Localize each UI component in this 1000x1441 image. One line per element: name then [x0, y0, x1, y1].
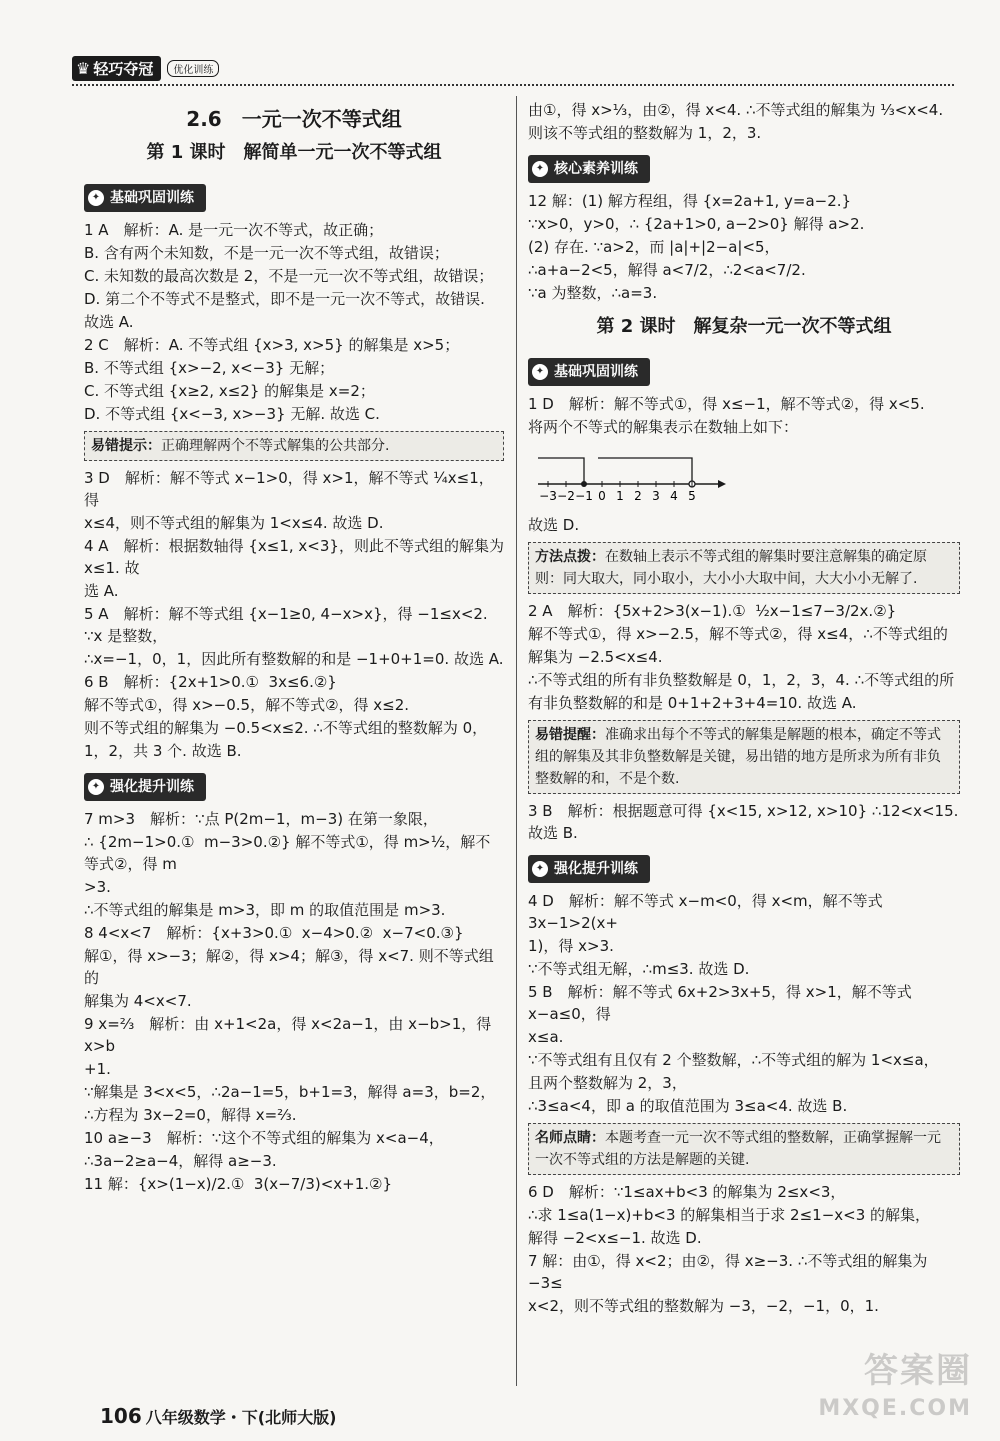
answer-line: 5 A 解析：解不等式组 {x−1≥0, 4−x>x}，得 −1≤x<2. ∵x 是整数， — [84, 605, 493, 645]
answers-block-9 — [528, 800, 964, 844]
number-line-label: 5 — [688, 489, 696, 502]
advanced-training-badge: ✦ 强化提升训练 — [84, 773, 206, 801]
answer-line: ∵a 为整数，∴a=3. — [528, 284, 658, 302]
answer-line: 解不等式①，得 x>−0.5，解不等式②，得 x≤2. — [84, 696, 410, 714]
answer-line: C. 未知数的最高次数是 2，不是一元一次不等式组，故错误； — [84, 267, 494, 285]
answers-block-5 — [528, 190, 960, 304]
right-column — [528, 98, 964, 1318]
tip-box — [528, 1123, 960, 1175]
answer-line: 7 解：由①，得 x<2；由②，得 x≥−3. ∴不等式组的解集为 −3≤ — [528, 1252, 933, 1292]
number-line-label: −2 — [557, 489, 575, 502]
answer-line: ∴a+a−2<5，解得 a<7/2，∴2<a<7/2. — [528, 261, 806, 279]
badge-icon: ✦ — [532, 861, 548, 877]
answers-block-8 — [528, 600, 960, 714]
tip-label: 方法点拨： — [535, 549, 605, 565]
lesson-1-title: 第 1 课时 解简单一元一次不等式组 — [146, 142, 442, 163]
number-line-label: −3 — [539, 489, 557, 502]
number-line-label: 3 — [652, 489, 660, 502]
answer-line: 选 A. — [84, 582, 119, 600]
answer-line: x≤a. — [528, 1028, 564, 1046]
answer-line: 6 D 解析：∵1≤ax+b<3 的解集为 2≤x<3， — [528, 1183, 846, 1201]
answer-line: 1 A 解析：A. 是一元一次不等式，故正确； — [84, 221, 384, 239]
answers-block-10 — [528, 890, 960, 1117]
answer-line: x≤4，则不等式组的解集为 1<x≤4. 故选 D. — [84, 514, 384, 532]
tip-box — [528, 542, 960, 594]
answer-line: 则该不等式组的整数解为 1，2，3. — [528, 124, 762, 142]
answer-line: ∵不等式组无解，∴m≤3. 故选 D. — [528, 960, 750, 978]
answer-line: ∴ {2m−1>0.① m−3>0.②} 解不等式①，得 m>½，解不等式②，得 m — [84, 833, 491, 873]
number-line-label: 0 — [598, 489, 606, 502]
lesson-2-title: 第 2 课时 解复杂一元一次不等式组 — [596, 316, 892, 337]
answers-block-6 — [528, 393, 960, 438]
tip-box — [528, 720, 960, 794]
answer-line: ∴不等式组的所有非负整数解是 0，1，2，3，4. ∴不等式组的所 — [528, 671, 955, 689]
answer-line: 解不等式①，得 x>−2.5，解不等式②，得 x≤4，∴不等式组的 — [528, 625, 948, 643]
tip-label: 易错提醒： — [535, 727, 605, 743]
number-line-label: 2 — [634, 489, 642, 502]
answer-line: 4 A 解析：根据数轴得 {x≤1, x<3}，则此不等式组的解集为 x≤1. 故 — [84, 537, 509, 577]
answer-line: 解得 −2<x≤−1. 故选 D. — [528, 1229, 702, 1247]
answers-block-1 — [84, 219, 504, 425]
answer-line: 2 A 解析：{5x+2>3(x−1).① ½x−1≤7−3/2x.②} — [528, 602, 897, 620]
header-divider — [72, 84, 954, 86]
badge-icon: ✦ — [532, 161, 548, 177]
watermark-text: 答案圈 — [864, 1351, 972, 1391]
left-column — [84, 98, 509, 1196]
badge-icon: ✦ — [88, 190, 104, 206]
trophy-icon: ♛ — [76, 59, 91, 78]
answer-line: x<2，则不等式组的整数解为 −3，−2，−1，0，1. — [528, 1297, 879, 1315]
answer-line: D. 不等式组 {x<−3, x>−3} 无解. 故选 C. — [84, 405, 380, 423]
answer-line: 1 D 解析：解不等式①，得 x≤−1，解不等式②，得 x<5. — [528, 395, 925, 413]
brand-tag: 优化训练 — [167, 60, 219, 77]
answer-line: 12 解：(1) 解方程组，得 {x=2a+1, y=a−2.} — [528, 192, 852, 210]
answer-line: +1. — [84, 1060, 111, 1078]
answer-line: 3 B 解析：根据题意可得 {x<15, x>12, x>10} ∴12<x<15. 故选 B. — [528, 802, 964, 842]
answer-line: 1，2，共 3 个. 故选 B. — [84, 742, 242, 760]
number-line — [528, 446, 960, 508]
watermark — [818, 1352, 972, 1428]
answer-line: 故选 D. — [528, 516, 580, 534]
answer-line: 解集为 4<x<7. — [84, 992, 192, 1010]
answer-line: 2 C 解析：A. 不等式组 {x>3, x>5} 的解集是 x>5； — [84, 336, 460, 354]
answer-line: 7 m>3 解析：∵点 P(2m−1，m−3) 在第一象限， — [84, 810, 438, 828]
answer-line: 故选 A. — [84, 313, 134, 331]
answer-line: 6 B 解析：{2x+1>0.① 3x≤6.②} — [84, 673, 337, 691]
answer-line: 9 x=⅔ 解析：由 x+1<2a，得 x<2a−1，由 x−b>1，得 x>b — [84, 1015, 497, 1055]
answer-line: 将两个不等式的解集表示在数轴上如下： — [528, 418, 799, 436]
page-number: 106 — [100, 1404, 142, 1428]
tip-text: 本题考查一元一次不等式组的整数解，正确掌握解一元一次不等式组的方法是解题的关键. — [535, 1130, 941, 1168]
answer-line: B. 含有两个未知数，不是一元一次不等式组，故错误； — [84, 244, 449, 262]
page-footer — [100, 1404, 336, 1428]
answers-block-7 — [528, 514, 960, 536]
tip-text: 正确理解两个不等式解集的公共部分. — [161, 438, 390, 454]
tip-label: 易错提示： — [91, 438, 161, 454]
answer-line: B. 不等式组 {x>−2, x<−3} 无解； — [84, 359, 335, 377]
brand-logo — [72, 56, 161, 81]
badge-icon: ✦ — [88, 779, 104, 795]
watermark-url: MXQE.COM — [818, 1396, 972, 1421]
answer-line: 解①，得 x>−3；解②，得 x>4；解③，得 x<7. 则不等式组的 — [84, 947, 494, 987]
answer-line: ∴求 1≤a(1−x)+b<3 的解集相当于求 2≤1−x<3 的解集， — [528, 1206, 931, 1224]
answer-line: 则不等式组的解集为 −0.5<x≤2. ∴不等式组的整数解为 0， — [84, 719, 488, 737]
answer-line: ∵不等式组有且仅有 2 个整数解，∴不等式组的解为 1<x≤a， — [528, 1051, 939, 1069]
answer-line: ∵x>0，y>0，∴ {2a+1>0, a−2>0} 解得 a>2. — [528, 215, 865, 233]
answer-line: 10 a≥−3 解析：∵这个不等式组的解集为 x<a−4， — [84, 1129, 444, 1147]
answers-block-4 — [528, 99, 960, 144]
tip-text: 在数轴上表示不等式组的解集时要注意解集的确定原则：同大取大，同小取小，大小小大取中间，大大小小无解了. — [535, 549, 927, 587]
brand-name: 轻巧夺冠 — [93, 60, 154, 78]
number-line-label: −1 — [575, 489, 593, 502]
section-title: 2.6 一元一次不等式组 — [186, 107, 402, 131]
core-training-badge: ✦ 核心素养训练 — [528, 155, 650, 183]
answer-line: >3. — [84, 878, 111, 896]
answer-line: 3 D 解析：解不等式 x−1>0，得 x>1，解不等式 ¼x≤1，得 — [84, 469, 494, 509]
answer-line: 有非负整数解的和是 0+1+2+3+4=10. 故选 A. — [528, 694, 857, 712]
page-header — [72, 56, 219, 81]
answer-line: 11 解：{x>(1−x)/2.① 3(x−7/3)<x+1.②} — [84, 1175, 393, 1193]
tip-text: 准确求出每个不等式的解集是解题的根本，确定不等式组的解集及其非负整数解是关键，易出错的地方是所求为所有非负整数解的和，不是个数. — [535, 727, 941, 787]
number-line-label: 1 — [616, 489, 624, 502]
answer-line: 4 D 解析：解不等式 x−m<0，得 x<m，解不等式 3x−1>2(x+ — [528, 892, 888, 932]
advanced-training-badge-2: ✦ 强化提升训练 — [528, 855, 650, 883]
answer-line: ∴方程为 3x−2=0，解得 x=⅔. — [84, 1106, 297, 1124]
answers-block-3 — [84, 808, 504, 1195]
answer-line: (2) 存在. ∵a>2，而 |a|+|2−a|<5， — [528, 238, 780, 256]
answers-block-2 — [84, 467, 509, 762]
badge-icon: ✦ — [532, 364, 548, 380]
tip-box — [84, 431, 504, 461]
answer-line: 1)，得 x>3. — [528, 937, 614, 955]
answer-line: ∴不等式组的解集是 m>3，即 m 的取值范围是 m>3. — [84, 901, 446, 919]
book-title: 八年级数学・下(北师大版) — [145, 1408, 337, 1427]
tip-label: 名师点睛： — [535, 1130, 605, 1146]
answer-line: 解集为 −2.5<x≤4. — [528, 648, 663, 666]
answer-line: 由①，得 x>⅓，由②，得 x<4. ∴不等式组的解集为 ⅓<x<4. — [528, 101, 944, 119]
answers-block-11 — [528, 1181, 960, 1317]
answer-line: ∴x=−1，0，1，因此所有整数解的和是 −1+0+1=0. 故选 A. — [84, 650, 504, 668]
answer-line: ∵解集是 3<x<5，∴2a−1=5，b+1=3，解得 a=3，b=2， — [84, 1083, 496, 1101]
answer-line: 8 4<x<7 解析：{x+3>0.① x−4>0.② x−7<0.③} — [84, 924, 464, 942]
column-divider — [516, 96, 517, 1386]
answer-line: C. 不等式组 {x≥2, x≤2} 的解集是 x=2； — [84, 382, 375, 400]
answer-line: ∴3≤a<4，即 a 的取值范围为 3≤a<4. 故选 B. — [528, 1097, 848, 1115]
number-line-label: 4 — [670, 489, 678, 502]
answer-line: D. 第二个不等式不是整式，即不是一元一次不等式，故错误. — [84, 290, 485, 308]
answer-line: 5 B 解析：解不等式 6x+2>3x+5，得 x>1，解不等式 x−a≤0，得 — [528, 983, 917, 1023]
answer-line: 且两个整数解为 2，3， — [528, 1074, 687, 1092]
answer-line: ∴3a−2≥a−4，解得 a≥−3. — [84, 1152, 277, 1170]
basic-training-badge: ✦ 基础巩固训练 — [84, 184, 206, 212]
basic-training-badge-2: ✦ 基础巩固训练 — [528, 358, 650, 386]
